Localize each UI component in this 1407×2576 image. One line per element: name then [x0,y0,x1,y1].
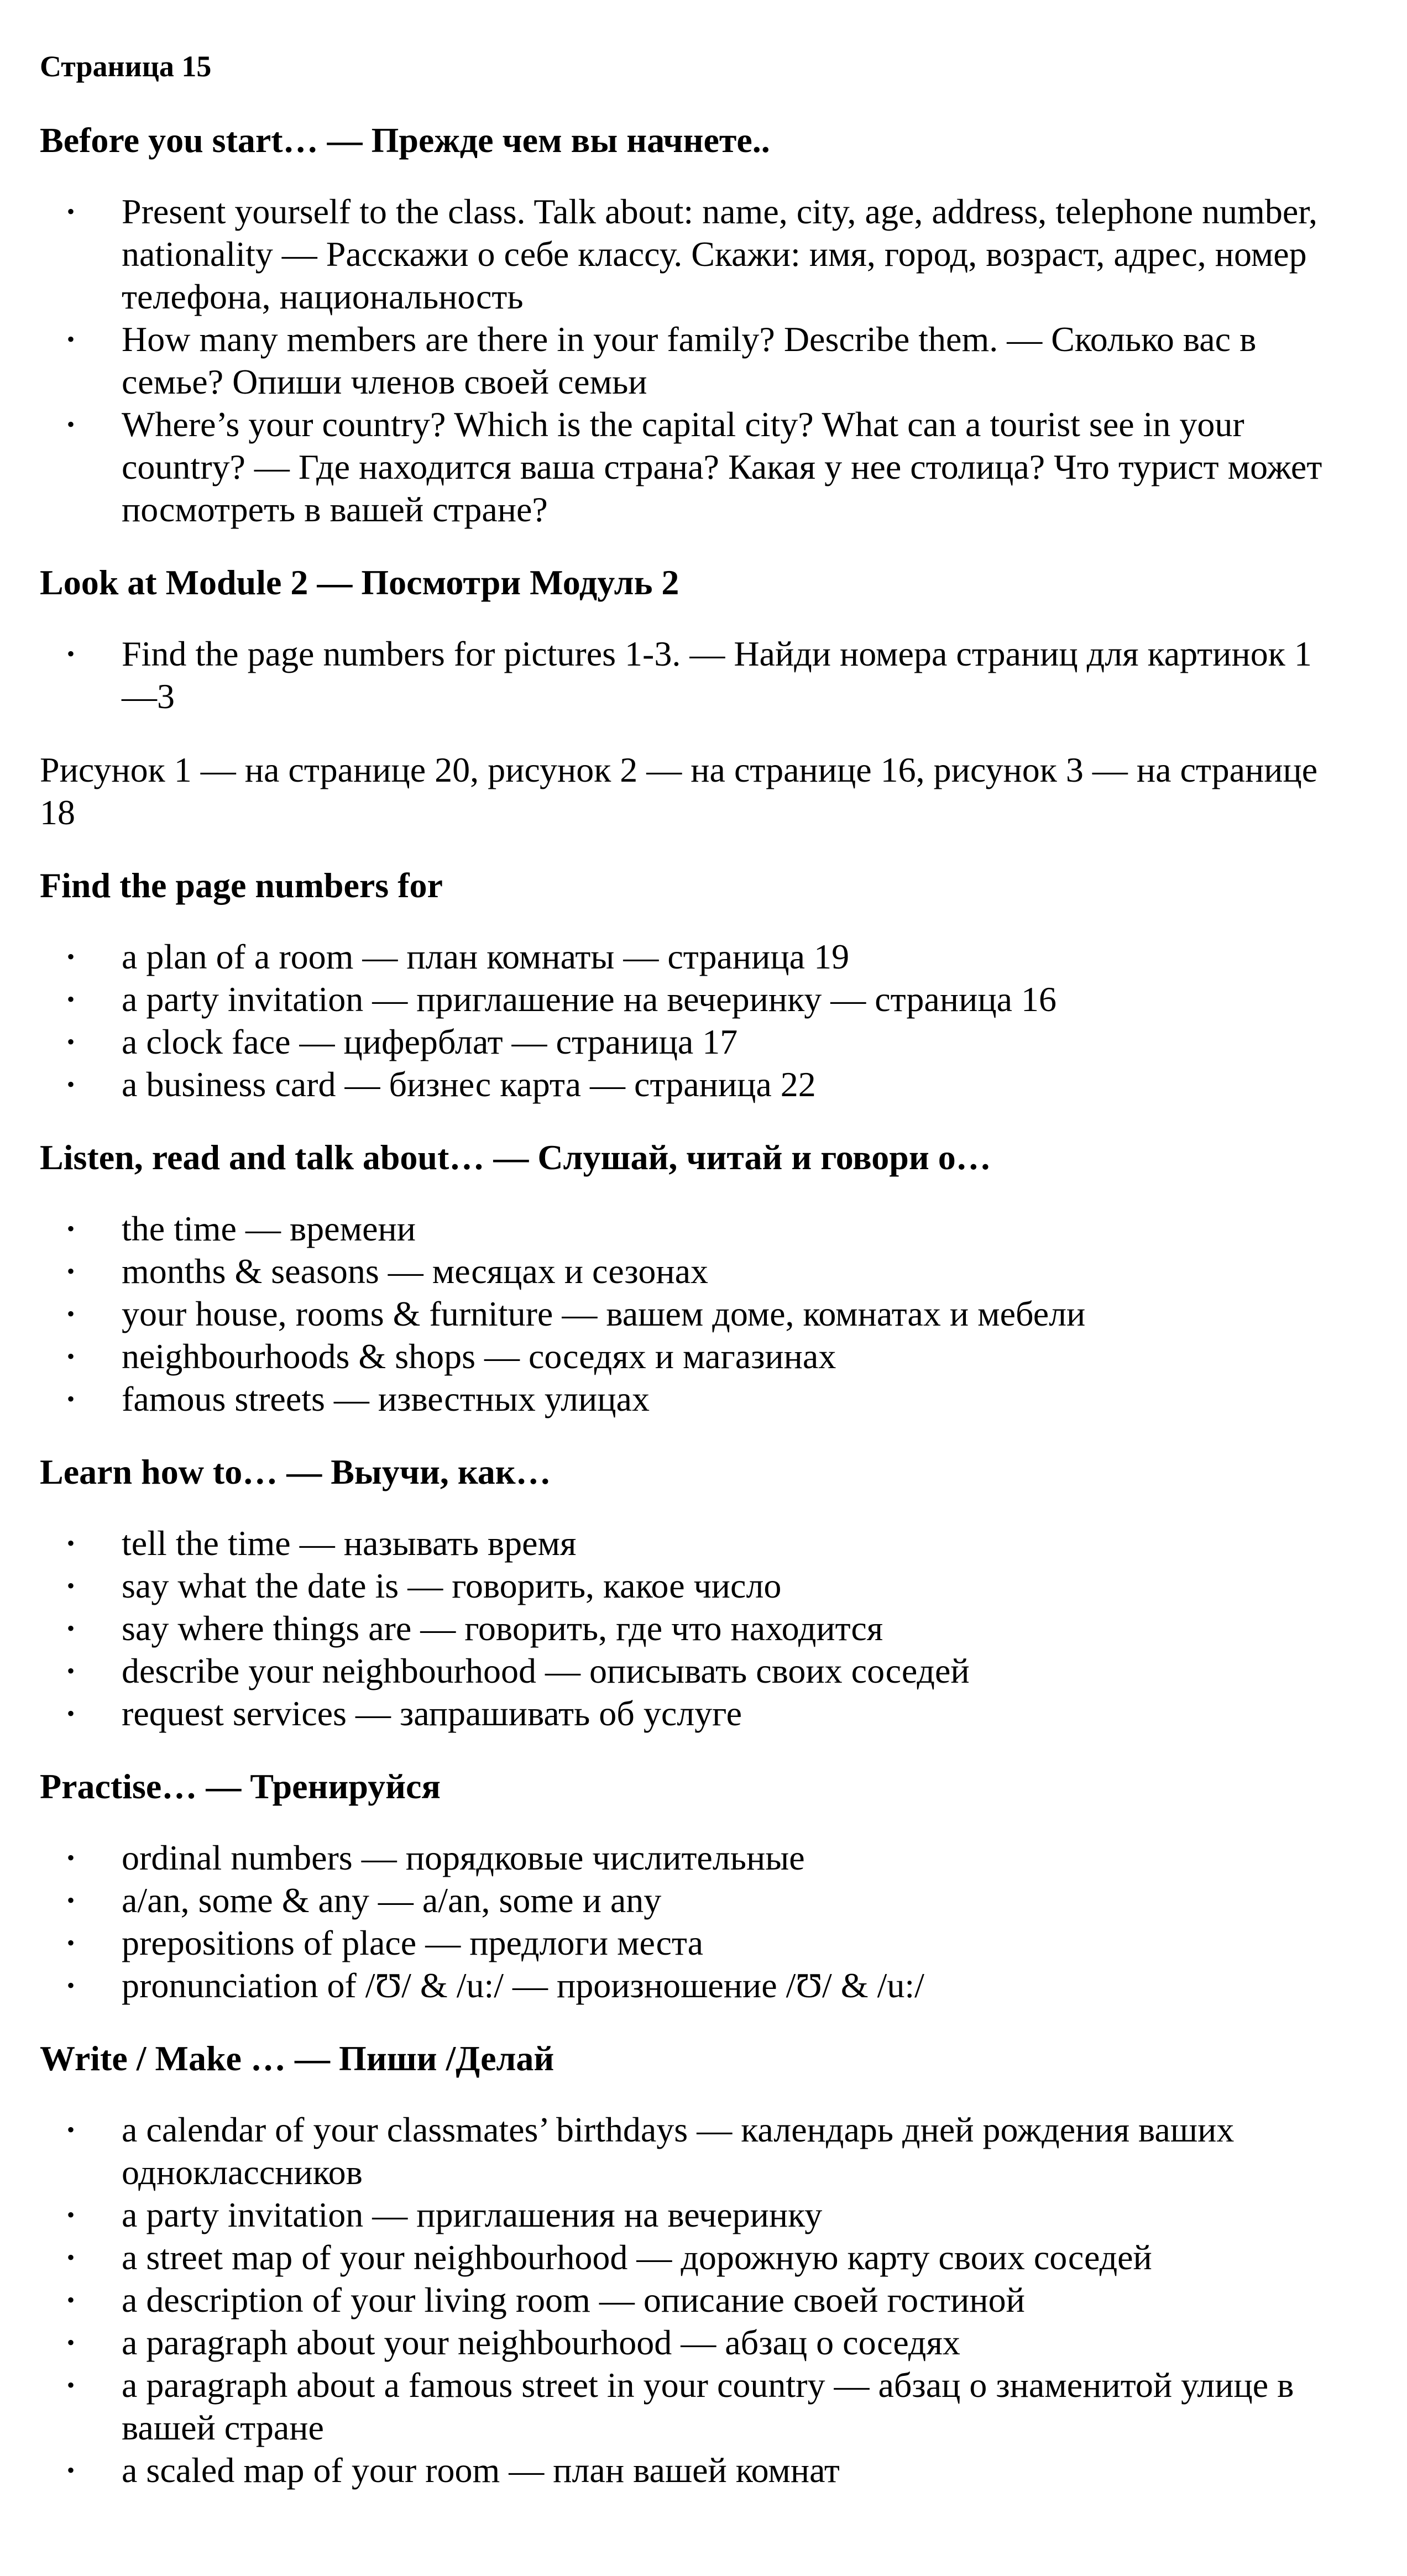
list-item [40,1921,1367,1964]
list-item-text: tell the time — называть время [122,1523,577,1563]
bullet-icon: • [66,2202,75,2227]
list-item-text: request services — запрашивать об услуге [122,1694,742,1733]
bullet-list [40,632,1367,718]
document-page [40,50,1367,2522]
list-item-text: How many members are there in your family? Describe them. — Сколько вас в семье? Опиши членов своей семьи [122,320,1257,401]
sections-container [40,119,1367,2491]
bullet-icon: • [66,641,75,666]
bullet-icon: • [66,944,75,969]
page-number: Страница 15 [40,50,212,83]
section-heading: Write / Make … — Пиши /Делай [40,2039,555,2078]
list-item [40,1292,1367,1335]
list-item-text: famous streets — известных улицах [122,1379,650,1418]
list-item [40,1020,1367,1063]
list-item-text: prepositions of place — предлоги места [122,1923,704,1962]
section-heading: Practise… — Тренируйся [40,1767,441,1806]
bullet-list [40,1836,1367,2007]
bullet-icon: • [66,1029,75,1054]
bullet-list [40,1207,1367,1420]
list-item-text: neighbourhoods & shops — соседях и магазинах [122,1337,836,1376]
list-item-text: a paragraph about your neighbourhood — абзац о соседях [122,2323,960,2362]
list-item-text: a clock face — циферблат — страница 17 [122,1022,738,1061]
list-item [40,935,1367,978]
list-item [40,978,1367,1020]
bullet-icon: • [66,1701,75,1726]
list-item [40,1207,1367,1250]
list-item-text: months & seasons — месяцах и сезонах [122,1252,708,1291]
list-item-text: pronunciation of /Ʊ/ & /u:/ — произношение /Ʊ/ & /u:/ [122,1966,924,2005]
bullet-icon: • [66,1888,75,1913]
bullet-icon: • [66,1930,75,1955]
list-item [40,1836,1367,1879]
list-item [40,1650,1367,1692]
bullet-icon: • [66,2373,75,2397]
list-item-text: a scaled map of your room — план вашей комнат [122,2451,840,2490]
list-item-text: Find the page numbers for pictures 1-3. — Найди номера страниц для картинок 1—3 [122,634,1312,716]
bullet-icon: • [66,1072,75,1097]
list-item-text: Where’s your country? Which is the capital city? What can a tourist see in your country? — Где находится ваша страна? Какая у нее столица? Что турист может посмотреть в вашей стране? [122,405,1322,529]
list-item-text: ordinal numbers — порядковые числительные [122,1838,805,1877]
bullet-icon: • [66,1531,75,1556]
bullet-icon: • [66,2117,75,2142]
list-item [40,1522,1367,1564]
list-item [40,1607,1367,1650]
list-item [40,2193,1367,2236]
list-item [40,2449,1367,2491]
list-item-text: a calendar of your classmates’ birthdays — календарь дней рождения ваших одноклассников [122,2110,1235,2192]
list-item-text: a description of your living room — описание своей гостиной [122,2280,1025,2320]
list-item-text: a paragraph about a famous street in your country — абзац о знаменитой улице в вашей стране [122,2365,1294,2447]
bullet-list [40,2108,1367,2491]
section-heading: Before you start… — Прежде чем вы начнете.. [40,121,770,160]
section-heading: Learn how to… — Выучи, как… [40,1452,551,1491]
bullet-icon: • [66,1845,75,1870]
bullet-icon: • [66,1344,75,1369]
bullet-icon: • [66,1573,75,1598]
list-item-text: a business card — бизнес карта — страница 22 [122,1065,816,1104]
bullet-icon: • [66,2330,75,2355]
bullet-icon: • [66,2458,75,2483]
list-item-text: your house, rooms & furniture — вашем доме, комнатах и мебели [122,1294,1086,1333]
list-item [40,1879,1367,1921]
section-heading: Listen, read and talk about… — Слушай, читай и говори о… [40,1138,991,1177]
bullet-icon: • [66,2245,75,2270]
list-item-text: the time — времени [122,1209,416,1248]
list-item [40,2108,1367,2193]
list-item [40,1335,1367,1378]
list-item [40,190,1367,318]
bullet-icon: • [66,327,75,352]
bullet-icon: • [66,1658,75,1683]
bullet-icon: • [66,1216,75,1241]
list-item-text: a party invitation — приглашения на вечеринку [122,2195,823,2234]
list-item [40,318,1367,403]
bullet-list [40,190,1367,531]
list-item-text: a street map of your neighbourhood — дорожную карту своих соседей [122,2238,1152,2277]
list-item-text: say what the date is — говорить, какое число [122,1566,782,1605]
list-item-text: a/an, some & any — a/an, some и any [122,1881,662,1920]
bullet-icon: • [66,412,75,437]
section-heading: Look at Module 2 — Посмотри Модуль 2 [40,563,679,602]
bullet-icon: • [66,1616,75,1641]
list-item [40,1378,1367,1420]
bullet-icon: • [66,987,75,1012]
list-item-text: say where things are — говорить, где что находится [122,1609,883,1648]
list-item [40,403,1367,531]
list-item [40,2236,1367,2279]
list-item-text: a party invitation — приглашение на вечеринку — страница 16 [122,980,1056,1019]
bullet-icon: • [66,199,75,224]
list-item-text: Present yourself to the class. Talk about: name, city, age, address, telephone number, nationality — Расскажи о себе классу. Скажи: имя, город, возраст, адрес, номер телефона, национальность [122,192,1317,316]
list-item [40,1063,1367,1106]
bullet-list [40,935,1367,1106]
list-item [40,2279,1367,2321]
list-item-text: a plan of a room — план комнаты — страница 19 [122,937,850,976]
list-item-text: describe your neighbourhood — описывать своих соседей [122,1651,970,1690]
answer-paragraph: Рисунок 1 — на странице 20, рисунок 2 — на странице 16, рисунок 3 — на странице 18 [40,750,1318,832]
list-item [40,1964,1367,2007]
bullet-icon: • [66,1386,75,1411]
bullet-icon: • [66,1301,75,1326]
section-heading: Find the page numbers for [40,866,443,905]
list-item [40,1692,1367,1735]
bullet-icon: • [66,1259,75,1284]
bullet-icon: • [66,2287,75,2312]
bullet-icon: • [66,1973,75,1998]
list-item [40,2364,1367,2449]
list-item [40,1250,1367,1292]
list-item [40,632,1367,718]
list-item [40,1564,1367,1607]
list-item [40,2321,1367,2364]
bullet-list [40,1522,1367,1735]
